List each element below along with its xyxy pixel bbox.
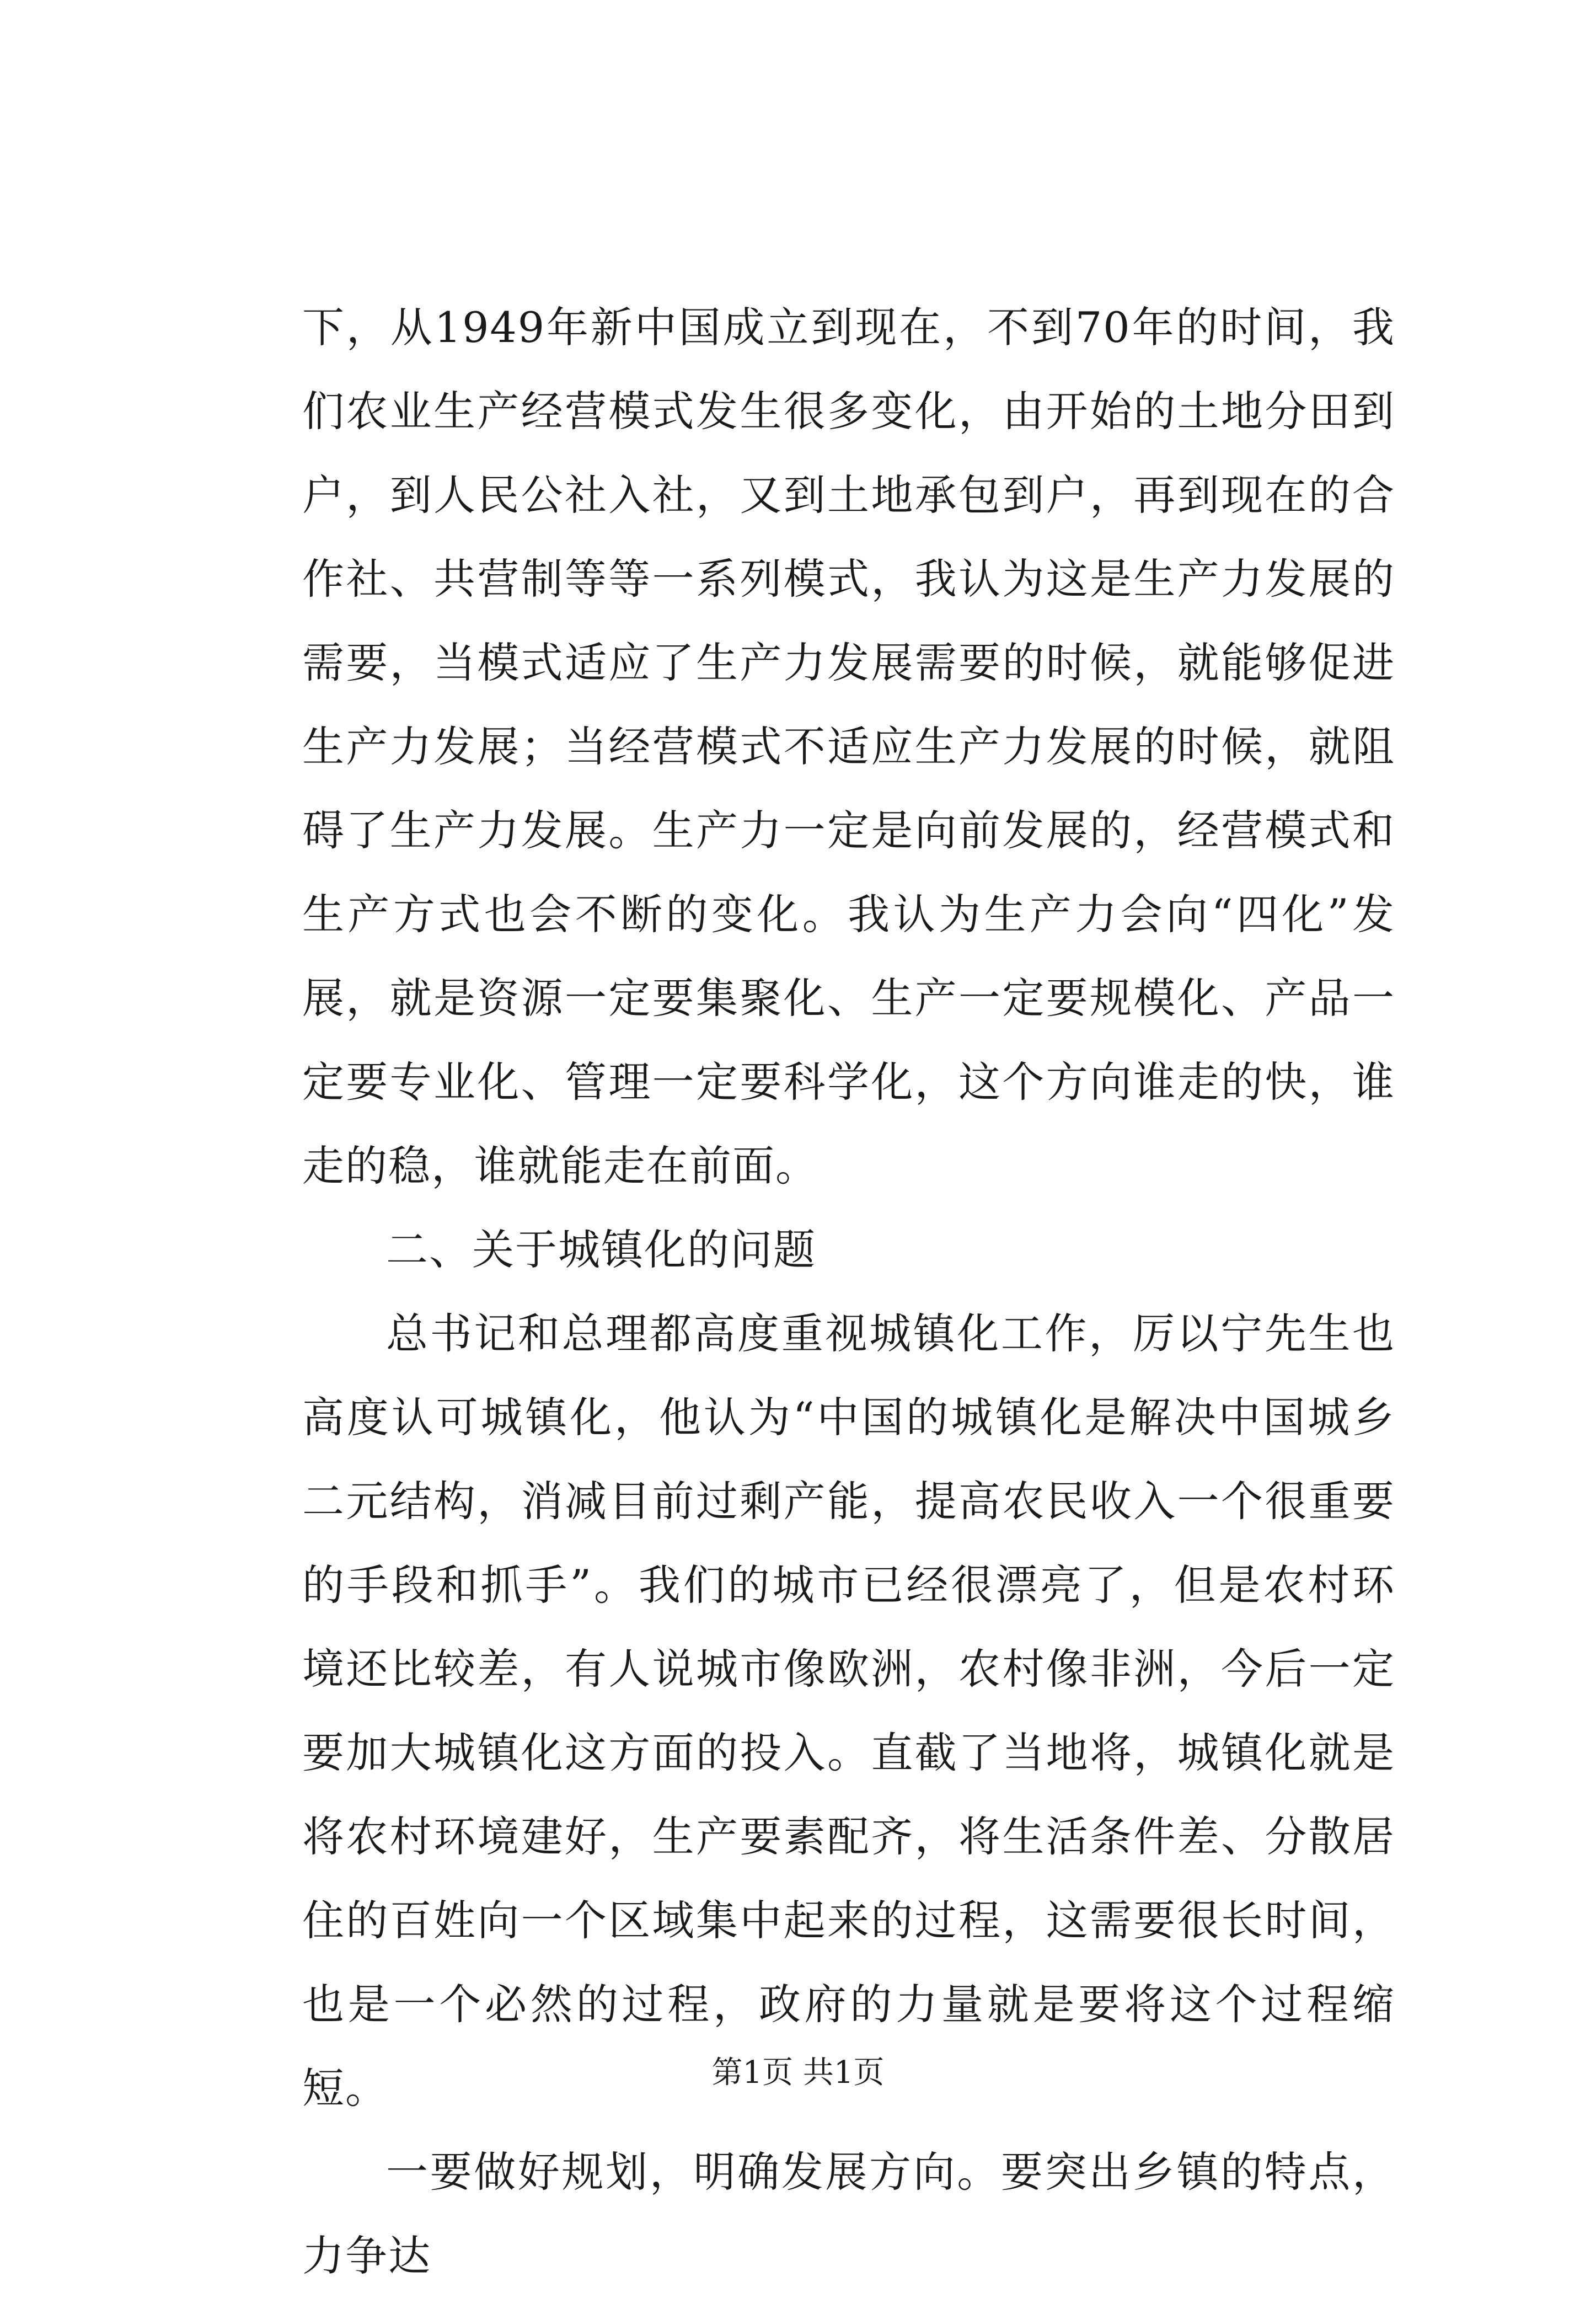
section-heading: 二、关于城镇化的问题 [386,1225,816,1274]
paragraph-planning: 一要做好规划，明确发展方向。要突出乡镇的特点，力争达 [302,2147,1395,2280]
document-body [302,286,1395,2298]
paragraph-urbanization: 总书记和总理都高度重视城镇化工作，厉以宁先生也高度认可城镇化，他认为“中国的城镇化是解决中国城乡二元结构，消减目前过剩产能，提高农民收入一个很重要的手段和抓手”。我们的城市已经很漂亮了，但是农村环境还比较差，有人说城市像欧洲，农村像非洲，今后一定要加大城镇化这方面的投入。直截了当地将，城镇化就是将农村环境建好，生产要素配齐，将生活条件差、分散居住的百姓向一个区域集中起来的过程，这需要很长时间，也是一个必然的过程，政府的力量就是要将这个过程缩短。 [302,1309,1395,2113]
paragraph-continuation: 下，从1949年新中国成立到现在，不到70年的时间，我们农业生产经营模式发生很多变化，由开始的土地分田到户，到人民公社入社，又到土地承包到户，再到现在的合作社、共营制等等一系列模式，我认为这是生产力发展的需要，当模式适应了生产力发展需要的时候，就能够促进生产力发展；当经营模式不适应生产力发展的时候，就阻碍了生产力发展。生产力一定是向前发展的，经营模式和生产方式也会不断的变化。我认为生产力会向“四化”发展，就是资源一定要集聚化、生产一定要规模化、产品一定要专业化、管理一定要科学化，这个方向谁走的快，谁走的稳，谁就能走在前面。 [302,303,1395,1190]
page-footer: 第1页 共1页 [711,2055,885,2091]
